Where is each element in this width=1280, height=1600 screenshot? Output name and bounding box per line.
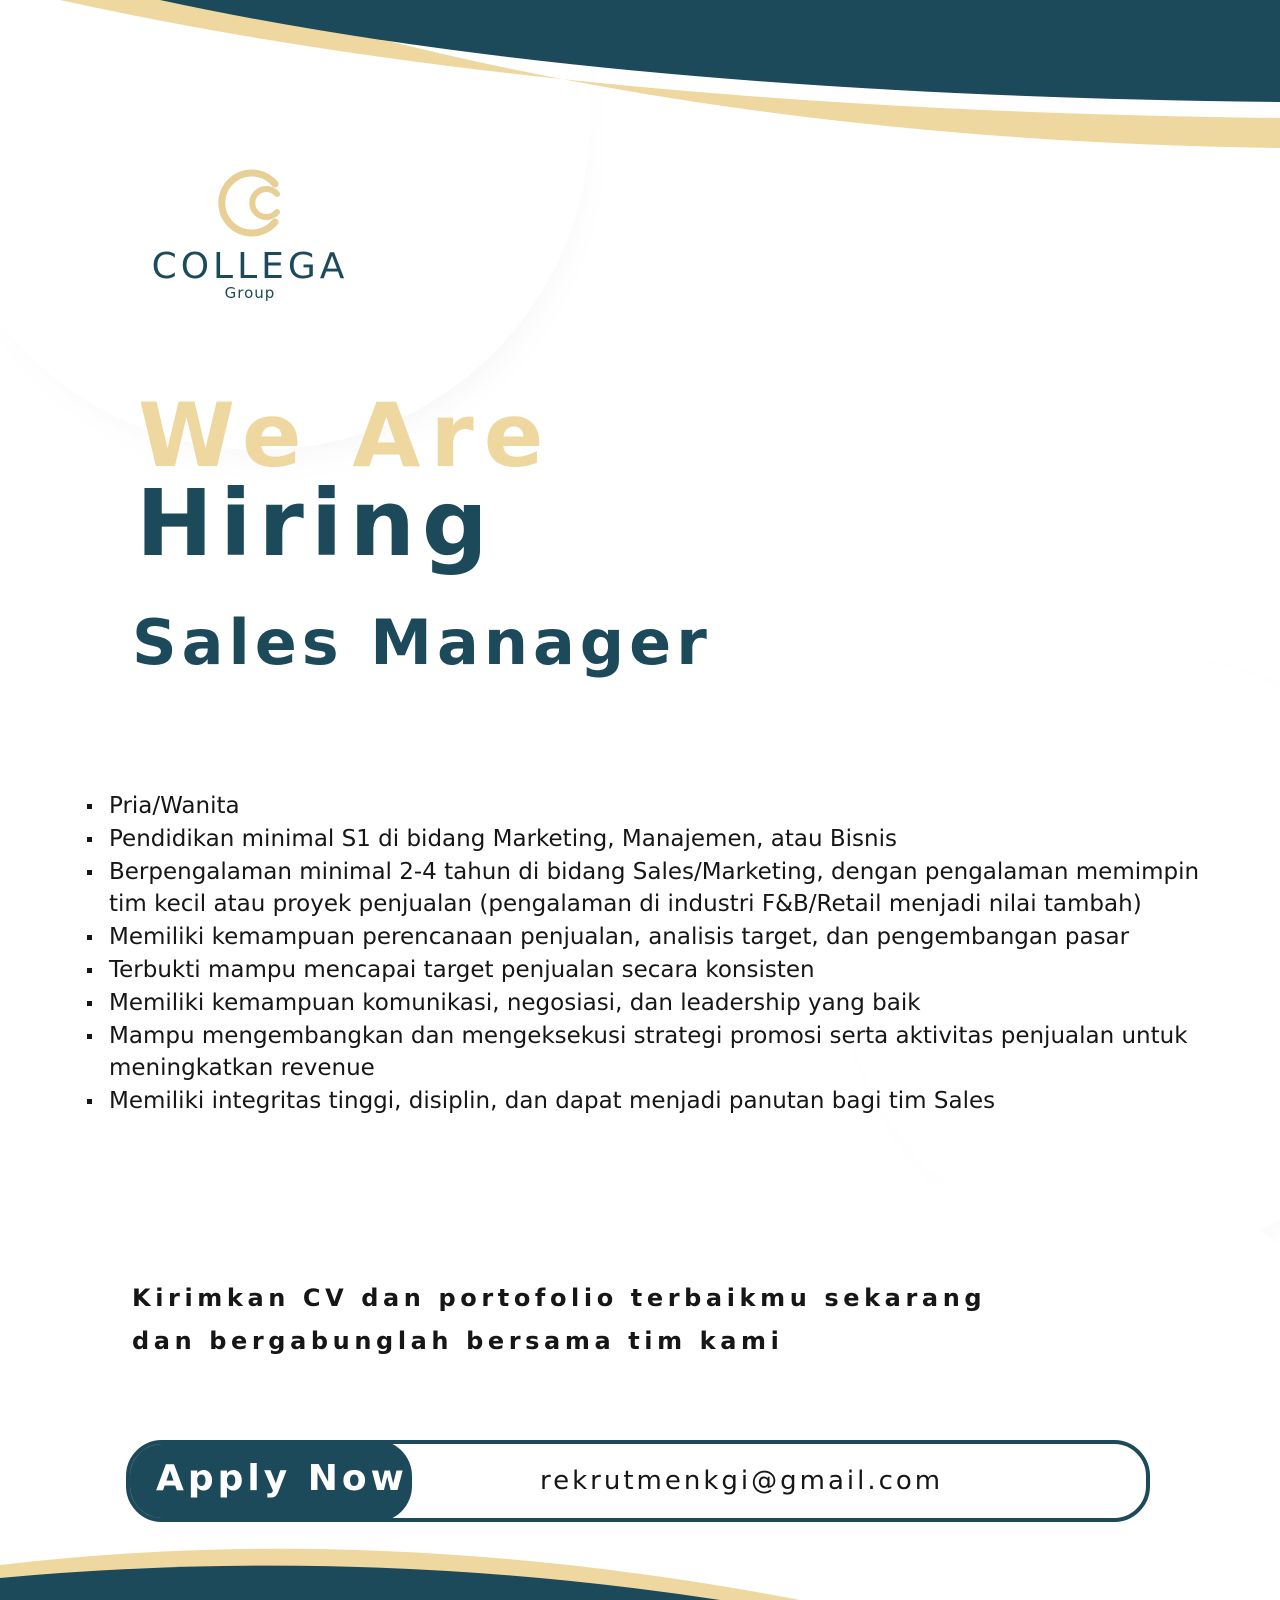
requirement-item: Memiliki kemampuan perencanaan penjualan, analisis target, dan pengembangan pasar [86,921,1206,954]
requirement-item: Memiliki integritas tinggi, disiplin, dan dapat menjadi panutan bagi tim Sales [86,1085,1206,1118]
logo-wordmark: COLLEGA [151,246,349,287]
position-title: Sales Manager [132,606,712,679]
requirement-item: Pria/Wanita [86,790,1206,823]
requirement-item: Mampu mengembangkan dan mengeksekusi strategi promosi serta aktivitas penjualan untuk meningkatkan revenue [86,1020,1206,1086]
apply-bar [126,1440,1150,1522]
apply-now-button[interactable] [126,1440,412,1522]
requirement-item: Terbukti mampu mencapai target penjualan secara konsisten [86,954,1206,987]
requirement-item: Berpengalaman minimal 2-4 tahun di bidang Sales/Marketing, dengan pengalaman memimpin tim kecil atau proyek penjualan (pengalaman di industri F&B/Retail menjadi nilai tambah) [86,856,1206,922]
requirements-list [86,790,1206,1118]
double-c-monogram-icon [140,160,360,246]
requirement-item: Memiliki kemampuan komunikasi, negosiasi, dan leadership yang baik [86,987,1206,1020]
company-logo [140,160,360,310]
headline-we-are: We Are [138,384,554,487]
cta-line-2: dan bergabunglah bersama tim kami [132,1327,784,1355]
circle-bottom [700,1165,1280,1600]
apply-now-label: Apply Now [156,1458,408,1499]
headline-hiring: Hiring [136,470,495,577]
cta-line-1: Kirimkan CV dan portofolio terbaikmu sekarang [132,1284,987,1312]
logo-subtitle: Group [224,284,276,302]
apply-email[interactable]: rekrutmenkgi@gmail.com [540,1466,944,1496]
requirement-item: Pendidikan minimal S1 di bidang Marketing, Manajemen, atau Bisnis [86,823,1206,856]
